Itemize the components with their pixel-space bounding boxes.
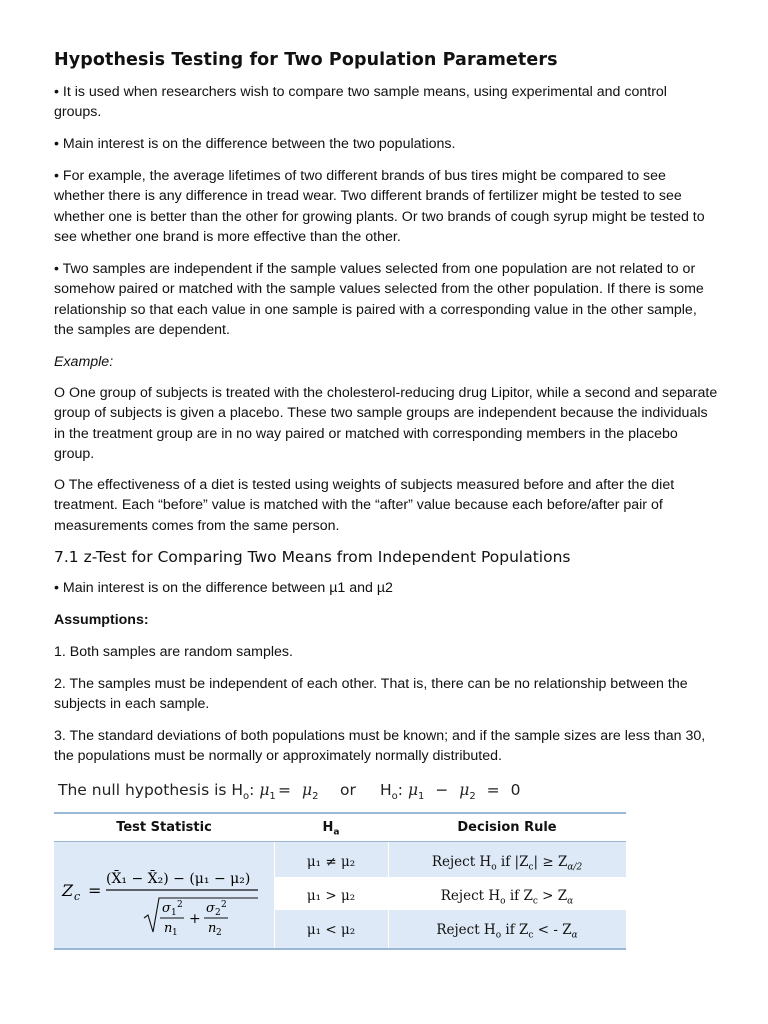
hypothesis-table [54, 812, 626, 950]
formula-equals: = [88, 881, 102, 900]
mu-subscript: 1 [269, 791, 276, 803]
rule-comparison: > Z [537, 888, 568, 904]
minus-sign: − [435, 781, 449, 799]
bullet-paragraph: • Two samples are independent if the sample values selected from one population are not related to or somehow paired or matched with the sample values selected from the other population. If there is some relationship so that each value in one sample is paired with a corresponding value in the other sample, the samples are dependent. [54, 261, 704, 339]
assumption-item: 1. Both samples are random samples. [54, 644, 293, 660]
mu-symbol: μ [407, 781, 419, 799]
table-bottom-border [54, 948, 626, 950]
example-paragraph: O One group of subjects is treated with the cholesterol-reducing drug Lipitor, while a second and separate group of subjects is given a placebo. These two sample groups are independent because the individuals in the treatment group are in no way paired or matched with corresponding members in the placebo group. [54, 385, 718, 463]
rule-h-subscript: o [500, 896, 506, 907]
rule-alpha: α [567, 896, 574, 907]
rule-comparison: < - Z [533, 922, 572, 938]
rule-reject: Reject H [431, 854, 492, 870]
rule-if: if |Z [496, 854, 529, 870]
rule-comparison: | ≥ Z [533, 854, 568, 870]
mu-subscript: 1 [418, 791, 425, 803]
header-ha-subscript: a [333, 827, 340, 838]
rule-reject: Reject H [440, 888, 501, 904]
rule-z-subscript: c [528, 930, 534, 941]
header-test-statistic: Test Statistic [116, 820, 212, 835]
equals-sign: = [278, 781, 291, 799]
h-subscript: o [391, 791, 398, 803]
colon: : [249, 781, 255, 799]
section-heading: 7.1 z-Test for Comparing Two Means from Independent Populations [54, 548, 571, 566]
bullet-paragraph: • For example, the average lifetimes of two different brands of bus tires might be compared to see whether there is any difference in tread wear. Two different brands of fertilizer might be tested to see whether one is better than the other for growing plants. Or two brands of cough syrup might be tested to see whether one brand is more effective than the other. [54, 168, 705, 246]
sigma-2-subscript: 2 [215, 908, 221, 918]
rule-h-subscript: o [495, 930, 502, 941]
mu-subscript: 2 [469, 791, 476, 803]
header-ha-letter: H [322, 820, 334, 835]
decision-rule-cell [388, 920, 626, 946]
mu-subscript: 2 [312, 791, 319, 803]
plus-sign: + [189, 911, 201, 927]
null-hypothesis-line [58, 780, 628, 804]
equals-sign: = [486, 781, 500, 799]
assumption-item: 3. The standard deviations of both populations must be known; and if the sample sizes are less than 30, the populations must be normally or approximately normally distributed. [54, 728, 706, 765]
example-paragraph: O The effectiveness of a diet is tested using weights of subjects measured before and after the diet treatment. Each “before” value is matched with the “after” value because each before/after pair of measurements comes from the same person. [54, 477, 675, 534]
test-statistic-formula [58, 848, 272, 944]
sigma-1-subscript: 1 [171, 908, 177, 918]
bullet-paragraph: • It is used when researchers wish to compare two sample means, using experimental and control groups. [54, 84, 667, 121]
page-title: Hypothesis Testing for Two Population Parameters [54, 50, 558, 70]
null-hypothesis-lead: The null hypothesis is H [58, 781, 244, 799]
rule-if: if Z [501, 922, 529, 938]
rule-h-subscript: o [491, 862, 497, 873]
assumptions-label: Assumptions: [54, 612, 149, 628]
ha-cell: μ₁ < μ₂ [306, 922, 356, 938]
assumption-item: 2. The samples must be independent of each other. That is, there can be no relationship between the subjects in each sample. [54, 676, 688, 713]
or-text: or [340, 781, 356, 799]
mu-symbol: μ [302, 781, 313, 799]
n-2-subscript: 2 [216, 928, 222, 938]
zero-value: 0 [510, 781, 521, 799]
n-2: n [208, 921, 217, 936]
sigma-1-exponent: 2 [177, 900, 183, 910]
mu-symbol: μ [459, 781, 470, 799]
formula-numerator: (X̄₁ − X̄₂) − (μ₁ − μ₂) [106, 871, 251, 887]
rule-z-subscript: c [532, 896, 538, 907]
n-1-subscript: 1 [172, 928, 178, 938]
bullet-paragraph: • Main interest is on the difference between µ1 and µ2 [54, 580, 393, 596]
decision-rule-cell [388, 886, 626, 912]
rule-if: if Z [505, 888, 533, 904]
rule-z-subscript: c [528, 862, 534, 873]
zc-subscript: c [74, 890, 81, 903]
header-ha [274, 818, 388, 843]
table-header-row [54, 814, 626, 842]
sigma-2-exponent: 2 [221, 900, 227, 910]
rule-alpha: α [571, 930, 578, 941]
formula-svg [58, 848, 272, 944]
bullet-paragraph: • Main interest is on the difference between the two populations. [54, 136, 456, 152]
decision-rule-cell [388, 852, 626, 878]
rule-reject: Reject H [436, 922, 496, 938]
rule-alpha: α/2 [567, 862, 583, 873]
colon: : [397, 781, 404, 799]
h-letter: H [380, 781, 392, 799]
sigma-2: σ [206, 901, 215, 916]
h-subscript: o [243, 791, 250, 803]
ha-cell: μ₁ ≠ μ₂ [306, 854, 356, 870]
ha-cell: μ₁ > μ₂ [306, 888, 356, 904]
header-decision-rule: Decision Rule [457, 820, 557, 835]
example-label: Example: [54, 354, 114, 370]
zc-symbol: Z [62, 881, 74, 900]
mu-symbol: μ [259, 781, 270, 799]
sigma-1: σ [162, 901, 171, 916]
n-1: n [164, 921, 173, 936]
